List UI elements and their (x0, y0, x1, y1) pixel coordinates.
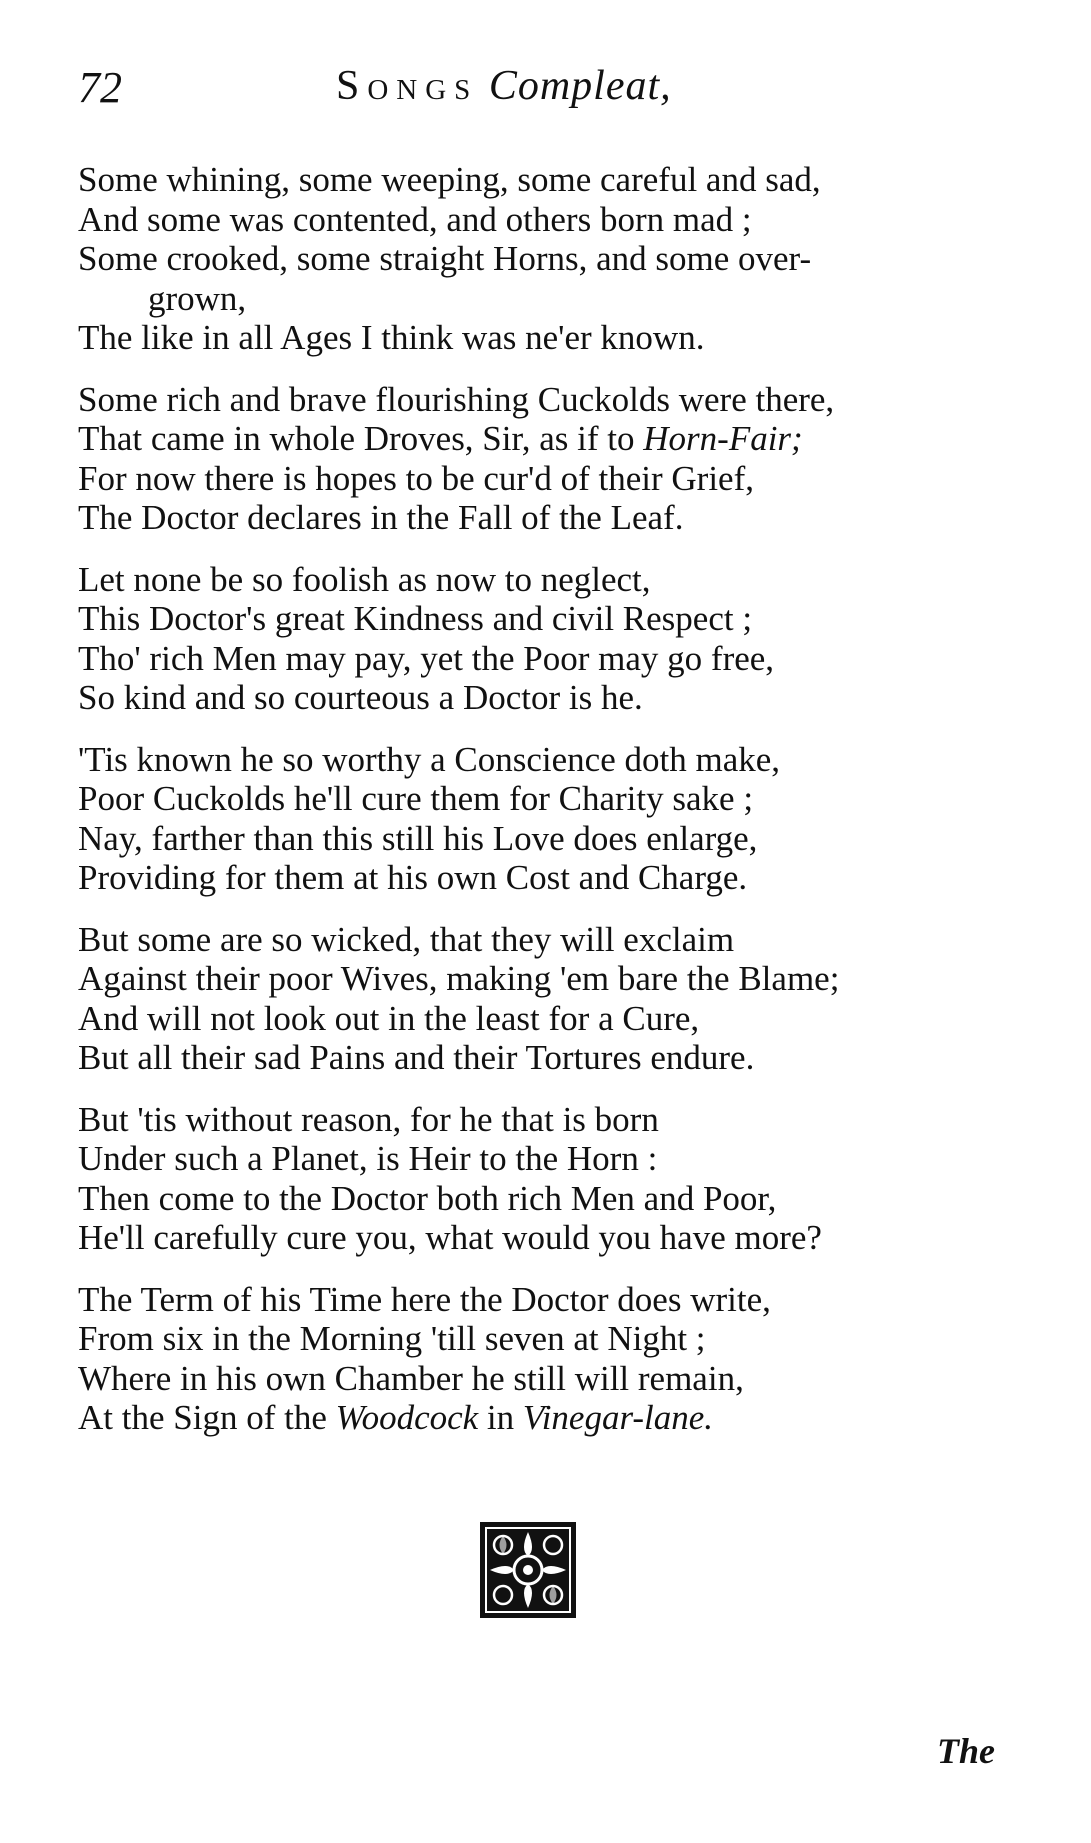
poem-line: The Term of his Time here the Doctor does write, (78, 1279, 771, 1319)
poem-line: And some was contented, and others born mad ; (78, 199, 752, 239)
poem-line: He'll carefully cure you, what would you have more? (78, 1218, 822, 1257)
poem-line: grown, (148, 278, 247, 318)
poem-line: The like in all Ages I think was ne'er known. (78, 318, 705, 357)
poem-line (78, 419, 1018, 459)
running-title-italic: Compleat, (488, 63, 672, 109)
poem-line (78, 1398, 1018, 1438)
poem-line: Let none be so foolish as now to neglect, (78, 559, 651, 599)
poem-line: Providing for them at his own Cost and Charge. (78, 858, 748, 897)
line-text: At the Sign of the (78, 1398, 336, 1437)
poem-line: Some rich and brave flourishing Cuckolds were there, (78, 379, 835, 419)
poem-line: From six in the Morning 'till seven at Night ; (78, 1319, 706, 1358)
poem-line: Some whining, some weeping, some careful and sad, (78, 160, 821, 199)
poem-line: Under such a Planet, is Heir to the Horn : (78, 1139, 658, 1178)
running-title-caps: Songs (336, 63, 479, 109)
poem-line: Nay, farther than this still his Love does enlarge, (78, 818, 758, 858)
page-number: 72 (78, 63, 122, 112)
poem-line: But all their sad Pains and their Tortures endure. (78, 1038, 755, 1077)
poem-line: And will not look out in the least for a Cure, (78, 998, 700, 1038)
poem-line: Some crooked, some straight Horns, and some over- (78, 239, 812, 278)
poem-line: Tho' rich Men may pay, yet the Poor may go free, (78, 638, 775, 678)
poem-line: 'Tis known he so worthy a Conscience doth make, (78, 739, 781, 779)
italic-text: Vinegar-lane. (522, 1398, 714, 1437)
poem-line: Where in his own Chamber he still will remain, (78, 1358, 744, 1398)
poem-line: So kind and so courteous a Doctor is he. (78, 678, 643, 717)
stanza (78, 740, 1018, 898)
poem-line: This Doctor's great Kindness and civil Respect ; (78, 599, 753, 638)
stanza (78, 380, 1018, 538)
stanza (78, 560, 1018, 718)
poem-body (78, 160, 1018, 1460)
stanza (78, 1100, 1018, 1258)
running-title (336, 62, 672, 110)
poem-line: For now there is hopes to be cur'd of their Grief, (78, 458, 754, 498)
poem-line: But some are so wicked, that they will exclaim (78, 919, 735, 959)
line-text: in (478, 1398, 523, 1437)
italic-text: Horn-Fair; (643, 419, 803, 458)
poem-line: Then come to the Doctor both rich Men and Poor, (78, 1178, 777, 1218)
stanza (78, 920, 1018, 1078)
floral-ornament-icon (478, 1520, 578, 1620)
italic-text: Woodcock (335, 1398, 479, 1437)
page-header (78, 62, 978, 132)
poem-line: Against their poor Wives, making 'em bare the Blame; (78, 959, 840, 998)
stanza (78, 160, 1018, 358)
poem-line: The Doctor declares in the Fall of the Leaf. (78, 498, 684, 537)
poem-line: Poor Cuckolds he'll cure them for Charity sake ; (78, 779, 754, 818)
line-text: That came in whole Droves, Sir, as if to (78, 419, 644, 458)
poem-line: But 'tis without reason, for he that is born (78, 1099, 659, 1139)
catchword: The (937, 1731, 995, 1771)
stanza (78, 1280, 1018, 1438)
